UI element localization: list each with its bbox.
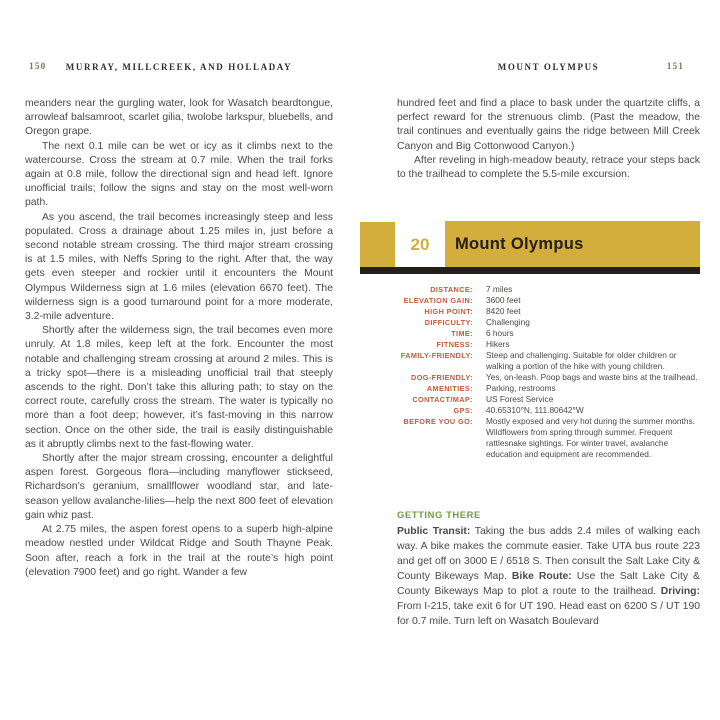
stat-label: FITNESS: [436, 340, 473, 349]
inline-bold-label: Driving: [660, 586, 700, 597]
stat-label: HIGH POINT: [424, 307, 473, 316]
inline-bold-label: Public Transit: [397, 526, 471, 537]
paragraph: After reveling in high-meadow beauty, retrace your steps back to the trailhead to complete the 5.5-mile excursion. [397, 154, 700, 181]
stat-value: 8420 feet [486, 306, 521, 316]
left-running-head: MURRAY, MILLCREEK, AND HOLLADAY [65, 62, 293, 72]
left-page-body [25, 97, 333, 580]
stat-value: Parking, restrooms [486, 383, 556, 393]
stat-value: Mostly exposed and very hot during the summer months. Wildflowers from spring through summer. Frequent rattlesnake sightings. For winter travel, avalanche education and equipment are recommended. [486, 416, 695, 459]
left-page-number: 150 [29, 62, 47, 72]
banner-title-bar [445, 221, 700, 267]
right-page-header [397, 62, 700, 78]
stat-label: GPS: [453, 406, 473, 415]
getting-there-section [397, 509, 700, 629]
stat-label: ELEVATION GAIN: [403, 296, 473, 305]
stat-label: AMENITIES: [426, 384, 473, 393]
left-page-header [25, 62, 333, 78]
right-running-head: MOUNT OLYMPUS [497, 62, 600, 72]
inline-text: Taking the bus adds 2.4 miles of walking each way. A bike makes the commute easier. Take UTA bus route 223 and get off on 3000 E / 6518 S. Then consult the Salt Lake City & County Bikeways Map. [397, 526, 700, 582]
paragraph: The next 0.1 mile can be wet or icy as it climbs next to the watercourse. Cross the stream at 0.7 mile. When the trail forks again at 0.8 mile, follow the directional sign and head left. Ignore unofficial trails; follow the signs and stay on the most well-worn path. [25, 140, 333, 209]
stat-label: FAMILY-FRIENDLY: [400, 351, 473, 360]
hike-banner [360, 221, 700, 274]
stat-value: 40.65310°N, 111.80642°W [486, 405, 584, 415]
stat-value: US Forest Service [486, 394, 554, 404]
stat-label: DIFFICULTY: [424, 318, 473, 327]
stats-list [395, 284, 701, 460]
stat-value: 7 miles [486, 284, 513, 294]
paragraph: At 2.75 miles, the aspen forest opens to a superb high-alpine meadow nestled under Wildcat Ridge and South Thayne Peak. Soon after, reach a fork in the trail at the route’s high point (elevation 7900 feet) and go right. Wander a few [25, 524, 333, 578]
banner-gold-block [360, 222, 395, 267]
banner-divider-rule [360, 267, 700, 274]
stat-label: CONTACT/MAP: [412, 395, 473, 404]
stat-value: Hikers [486, 339, 510, 349]
paragraph: hundred feet and find a place to bask under the quartzite cliffs, a perfect reward for the strenuous climb. (Past the meadow, the trail continues and eventually gains the ridge between Mill Creek Canyon and Big Cottonwood Canyon.) [397, 98, 700, 152]
paragraph: Shortly after the wilderness sign, the trail becomes even more unruly. At 1.8 miles, keep left at the fork. Encounter the most notable and challenging stream crossing at around 2 miles. This is a tricky spot—there is a misleading unofficial trail that steeply ascends to the right. Don’t take this alluring path; to stay on the correct route, carefully cross the stream. The water is typically no more than a foot deep; however, it’s fast-moving in this narrow section. Once on the other side, the trail is easily distinguishable as it abruptly climbs next to the fast-flowing water. [25, 325, 333, 450]
stat-label: TIME: [451, 329, 473, 338]
getting-there-paragraph [397, 524, 700, 629]
stat-value: Challenging [486, 317, 530, 327]
stat-label: BEFORE YOU GO: [403, 417, 473, 426]
paragraph: meanders near the gurgling water, look for Wasatch beardtongue, arrowleaf balsamroot, scarlet gilia, twolobe larkspur, bluebells, and Oregon grape. [25, 98, 333, 138]
paragraph: As you ascend, the trail becomes increasingly steep and less populated. Cross a drainage about 1.25 miles in, just before a second notable stream crossing. The third major stream crossing is at 1.5 miles, with Neffs Spring to the right. After that, the way gets even steeper and rockier until it encounters the Mount Olympus Wilderness sign at 1.6 miles (elevation 6670 feet). The wilderness sign is a good turnaround point for a more moderate, 3.2-mile adventure. [25, 211, 333, 323]
right-page-intro [397, 97, 700, 182]
hike-title: Mount Olympus [455, 234, 584, 253]
stat-value: Steep and challenging. Suitable for older children or walking a portion of the hike with young children. [486, 350, 677, 371]
hike-number: 20 [395, 222, 445, 267]
stat-value: 6 hours [486, 328, 514, 338]
stat-value: 3600 feet [486, 295, 521, 305]
stat-value: Yes, on-leash. Poop bags and waste bins at the trailhead. [486, 372, 698, 382]
paragraph: Shortly after the major stream crossing, encounter a delightful aspen forest. Gorgeous flora—including manyflower stickseed, Richardson’s geranium, smallflower woodland star, and late-season yellow avalanche-lilies—help the next 800 feet of elevation gain whiz past. [25, 453, 333, 521]
inline-text: From I-215, take exit 6 for UT 190. Head east on 6200 S / UT 190 for 0.7 mile. Turn left on Wasatch Boulevard [397, 601, 700, 627]
getting-there-heading: GETTING THERE [397, 509, 481, 520]
right-page-number: 151 [666, 62, 684, 72]
inline-bold-label: Bike Route: [511, 571, 572, 582]
stat-label: DISTANCE: [430, 285, 473, 294]
inline-text: Use the Salt Lake City & County Bikeways Map to plot a route to the trailhead. [397, 571, 700, 597]
stat-label: DOG-FRIENDLY: [411, 373, 473, 382]
